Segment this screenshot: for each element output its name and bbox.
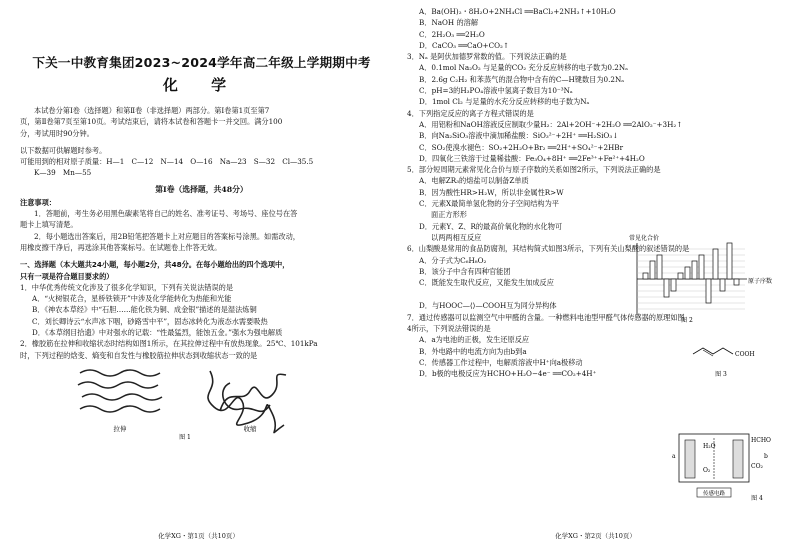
option: D．1mol Cl₂ 与足量的水充分反应转移的电子数为Nₐ xyxy=(419,97,590,107)
option: C．2H₂O₃ ══2H₂O xyxy=(419,29,485,39)
notice-line: 用橡皮擦干净后，再选涂其他答案标号。在试题卷上作答无效。 xyxy=(20,242,222,252)
option: 面正方形形 xyxy=(431,210,467,220)
figure-caption: 图 1 xyxy=(179,433,191,441)
question-6: 6．山梨酸是常用的食品防腐剂，其结构简式如图3所示，下列有关山梨酸的叙述错误的是 xyxy=(407,244,690,254)
notice-line: 1．答题前，考生务必用黑色碳素笔将自己的姓名、准考证号、考场号、座位号在答 xyxy=(34,209,298,219)
option: C．传感器工作过程中，电解质溶液中H⁺向a极移动 xyxy=(419,357,583,367)
sorbic-acid-structure xyxy=(689,338,759,378)
figure-4 xyxy=(665,428,775,508)
h2o-label: H₂O xyxy=(703,443,716,450)
figure-1 xyxy=(20,363,383,441)
electrode-a-label: a xyxy=(672,453,676,460)
question-7: 4所示，下列说法错误的是 xyxy=(407,324,491,334)
question-1: 1．中华优秀传统文化涉及了很多化学知识，下列有关说法错误的是 xyxy=(20,282,234,292)
option: C．刘长卿诗云“水声冰下咽，砂路雪中平”，固态冰转化为液态水需要吸热 xyxy=(32,316,268,326)
valence-chart xyxy=(627,233,777,323)
option: D．《本草纲目拾遗》中对强水的记载：“性最猛烈，能蚀五金。”强水为强电解质 xyxy=(32,328,283,338)
option: 以两两相互反应 xyxy=(431,232,482,242)
data-line: 可能用到的相对原子质量：H—1 C—12 N—14 O—16 Na—23 S—32 Cl—35.5 xyxy=(20,157,314,167)
option: C．元素X最简单氢化物的分子空间结构为平 xyxy=(419,199,559,209)
intro-line: 分，考试用时90分钟。 xyxy=(20,128,94,138)
option: C．既能发生取代反应，又能发生加成反应 xyxy=(419,278,554,288)
chart-ylabel: 常见化合价 xyxy=(629,235,660,242)
intro-line: 本试卷分第Ⅰ卷（选择题）和第Ⅱ卷（非选择题）两部分。第Ⅰ卷第1页至第7 xyxy=(34,106,270,115)
option: C．SO₂使溴水褪色：SO₂+2H₂O+Br₂ ══2H⁺+SO₄²⁻+2HBr xyxy=(419,142,624,152)
stretch-label: 拉伸 xyxy=(113,424,127,433)
figure-caption: 图 2 xyxy=(681,317,693,323)
right-page xyxy=(397,0,794,546)
option: A．“火树银花合，星桥铁锁开”中涉及化学能转化为热能和光能 xyxy=(32,294,232,304)
option: D．元素Y、Z、R的最高价氧化物的水化物可 xyxy=(419,221,563,231)
option: D．CaCO₃ ══CaO+CO₂↑ xyxy=(419,40,509,50)
option: B．向Na₂SiO₃溶液中滴加稀盐酸：SiO₃²⁻+2H⁺ ══H₂SiO₃↓ xyxy=(419,131,619,141)
option: D．四氧化三铁溶于过量稀盐酸：Fe₃O₄+8H⁺ ══2Fe³⁺+Fe²⁺+4H₂O xyxy=(419,153,645,163)
question-4: 4．下列指定反应的离子方程式错误的是 xyxy=(407,108,534,118)
option: D．b极的电极反应为HCHO+H₂O−4e⁻ ══CO₂+4H⁺ xyxy=(419,369,597,379)
page-footer: 化学XG・第2页（共10页） xyxy=(555,532,636,540)
sensor-label: 传感电路 xyxy=(702,491,726,497)
option: A．分子式为C₆H₈O₂ xyxy=(419,255,487,265)
page-footer: 化学XG・第1页（共10页） xyxy=(158,532,239,540)
notice-line: 题卡上填写清楚。 xyxy=(20,220,78,230)
question-5: 5．部分短周期元素常见化合价与原子序数的关系如图2所示，下列说法正确的是 xyxy=(407,165,661,175)
option: A．0.1mol Na₂O₂ 与足量的CO₂ 充分反应转移的电子数为0.2Nₐ xyxy=(419,63,628,73)
hcho-label: HCHO xyxy=(751,437,771,444)
cooh-label: COOH xyxy=(735,351,755,358)
rubber-structure-figure xyxy=(70,363,310,441)
question-7: 7．通过传感器可以监测空气中甲醛的含量。一种燃料电池型甲醛气体传感器的原理如图 xyxy=(407,312,685,322)
question-3: 3．Nₐ 是阿伏加德罗常数的值。下列说法正确的是 xyxy=(407,52,567,62)
o2-label: O₂ xyxy=(703,467,711,474)
figure-caption: 图 4 xyxy=(751,495,763,502)
figure-2 xyxy=(627,233,777,327)
option: C．pH=3的H₃PO₄溶液中氢离子数目为10⁻³Nₐ xyxy=(419,86,573,96)
intro-line: 页，第Ⅱ卷第7页至第10页。考试结束后，请将本试卷和答题卡一并交回。满分100 xyxy=(20,117,283,127)
part-heading: 只有一项是符合题目要求的） xyxy=(20,271,114,281)
option: D．与HOOC—⟨⟩—COOH互为同分异构体 xyxy=(419,301,557,311)
exam-title: 下关一中教育集团2023~2024学年高二年级上学期期中考 xyxy=(32,55,371,70)
chart-xlabel: 原子序数 xyxy=(748,278,773,285)
figure-caption: 图 3 xyxy=(715,371,727,378)
option: B．因为酸性HR>H₂W，所以非金属性R>W xyxy=(419,187,564,197)
subject-title: 化 学 xyxy=(162,76,241,94)
option: B．外电路中的电流方向为由b到a xyxy=(419,346,527,356)
option: B．《神农本草经》中“石胆……能化铁为铜、成金银”描述的是湿法炼铜 xyxy=(32,305,257,315)
option: A．电解ZR₃的熔盐可以制备Z单质 xyxy=(419,176,529,186)
data-line: 以下数据可供解题时参考。 xyxy=(20,145,107,155)
electrode-b-label: b xyxy=(764,453,768,460)
co2-label: CO₂ xyxy=(751,463,763,470)
part-heading: 一、选择题（本大题共24小题，每小题2分，共48分。在每小题给出的四个选项中， xyxy=(20,260,290,270)
notice-line: 2．每小题选出答案后，用2B铅笔把答题卡上对应题目的答案标号涂黑。如需改动， xyxy=(34,231,300,241)
shrink-label: 收缩 xyxy=(243,424,257,433)
option: B．该分子中含有四种官能团 xyxy=(419,266,511,276)
option: B．NaOH 的溶解 xyxy=(419,18,479,28)
fuel-cell-diagram xyxy=(665,428,775,504)
question-2: 时，下列过程的焓变、熵变和自发性与橡胶筋拉伸状态到收缩状态一致的是 xyxy=(20,350,258,360)
question-2: 2．橡胶筋在拉伸和收缩状态时结构如图1所示，在其拉伸过程中有放热现象。25℃、101kPa xyxy=(20,339,318,349)
data-line: K—39 Mn—55 xyxy=(34,168,92,178)
option: A．用铝粉和NaOH溶液反应制取少量H₂：2Al+2OH⁻+2H₂O ══2AlO₂⁻+3H₂↑ xyxy=(419,119,683,129)
figure-3 xyxy=(689,338,759,382)
option: B．2.6g C₂H₂ 和苯蒸气的混合物中含有的C—H键数目为0.2Nₐ xyxy=(419,74,625,84)
option: A．a为电池的正极，发生还原反应 xyxy=(419,335,530,345)
section-heading: 第Ⅰ卷（选择题，共48分） xyxy=(155,184,248,194)
notice-title: 注意事项： xyxy=(20,197,56,207)
option: A．Ba(OH)₂・8H₂O+2NH₄Cl ══BaCl₂+2NH₃↑+10H₂O xyxy=(419,7,616,16)
